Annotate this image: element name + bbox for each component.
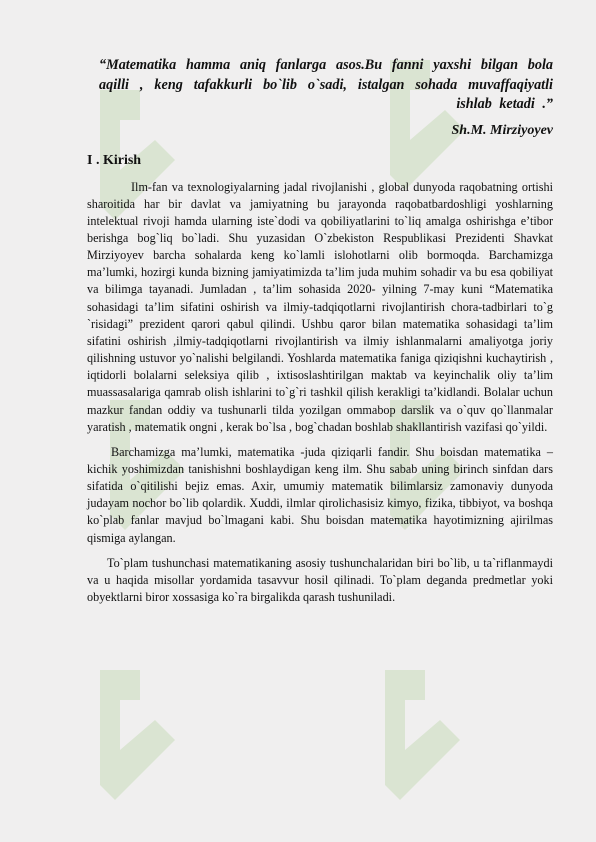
watermark-logo-icon bbox=[365, 660, 475, 810]
paragraph: Ilm-fan va texnologiyalarning jadal rivojlanishi , global dunyoda raqobatning ortishi sharoitida har bir davlat va jamiyatning bu jarayonda raqobatbardoshligi yoshlarning intelektual rivoji hamda ularning iste`dodi va qobiliyatlarini to`liq amalga oshirishga e’tibor berishga bog`liq bo`ladi. Shu yuzasidan O`zbekiston Respublikasi Prezidenti Shavkat Mirziyoyev barcha sohalarda keng ko`lamli islohotlarni olib bormoqda. Barchamizga ma’lumki, hozirgi kunda bizning jamiyatimizda ta’lim juda muhim sohadir va bu esa qobiliyat va bilimga tayanadi. Jumladan , ta’lim sohasida 2020- yilning 7-may kuni “Matematika sohasidagi ta’lim sifatini oshirish va ilmiy-tadqiqotlarni rivojlantirish chora-tadbirlari to`g `risidagi” prezident qarori qabul qilindi. Ushbu qaror bilan matematika sohasidagi ta’lim sifatini oshirish ,ilmiy-tadqiqotlarni rivojlantirish va ilmiy ishlanmalarni amaliyotga joriy qilishning ustuvor yo`nalishi belgilandi. Yoshlarda matematika faniga qiziqishni kuchaytirish , iqtidorli bolalarni seleksiya qilib , ixtisoslashtirilgan maktab va keyinchalik oliy ta’lim muassasalariga qamrab olish ishlarini to`g`ri tashkil qilish kerakligi ta’kidlandi. Bolalar uchun mazkur fandan oddiy va tushunarli tilda yozilgan ommabop darslik va o`quv qo`llanmalar yaratish , matematik ongni , kerak bo`lsa , bog`chadan boshlab shakllantirish vazifasi qo`yildi. bbox=[87, 179, 553, 434]
epigraph-quote: “Matematika hamma aniq fanlarga asos.Bu fanni yaxshi bilgan bola aqilli , keng tafakkurli bo`lib o`sadi, istalgan sohada muvaffaqiyatli ishlab ketadi .” bbox=[99, 57, 553, 112]
paragraph: To`plam tushunchasi matematikaning asosiy tushunchalaridan biri bo`lib, u ta`riflanmaydi va u haqida misollar yordamida tasavvur hosil qilinadi. To`plam deganda predmetlar yoki obyektlarni biror xossasiga ko`ra birgalikda qarash tushuniladi. bbox=[87, 555, 553, 605]
document-body bbox=[87, 56, 553, 614]
section-heading: I . Kirish bbox=[87, 152, 142, 168]
watermark-logo-icon bbox=[80, 660, 190, 810]
epigraph-author: Sh.M. Mirziyoyev bbox=[451, 122, 553, 138]
paragraph: Barchamizga ma’lumki, matematika -juda qiziqarli fandir. Shu boisdan matematika – kichik yoshimizdan tanishishni boshlaydigan keng ilm. Shu sabab uning birinch sinfdan dars sifatida o`qitilishi bejiz emas. Axir, umumiy matematik bilimlarsiz zamonaviy dunyoda judayam nochor bo`lib qolardik. Xuddi, ilmlar qirolichasisiz kimyo, fizika, tibbiyot, va boshqa ko`plab fanlar mavjud bo`lmagani kabi. Shu boisdan matematika hayotimizning ajirilmas qismiga aylangan. bbox=[87, 444, 553, 545]
